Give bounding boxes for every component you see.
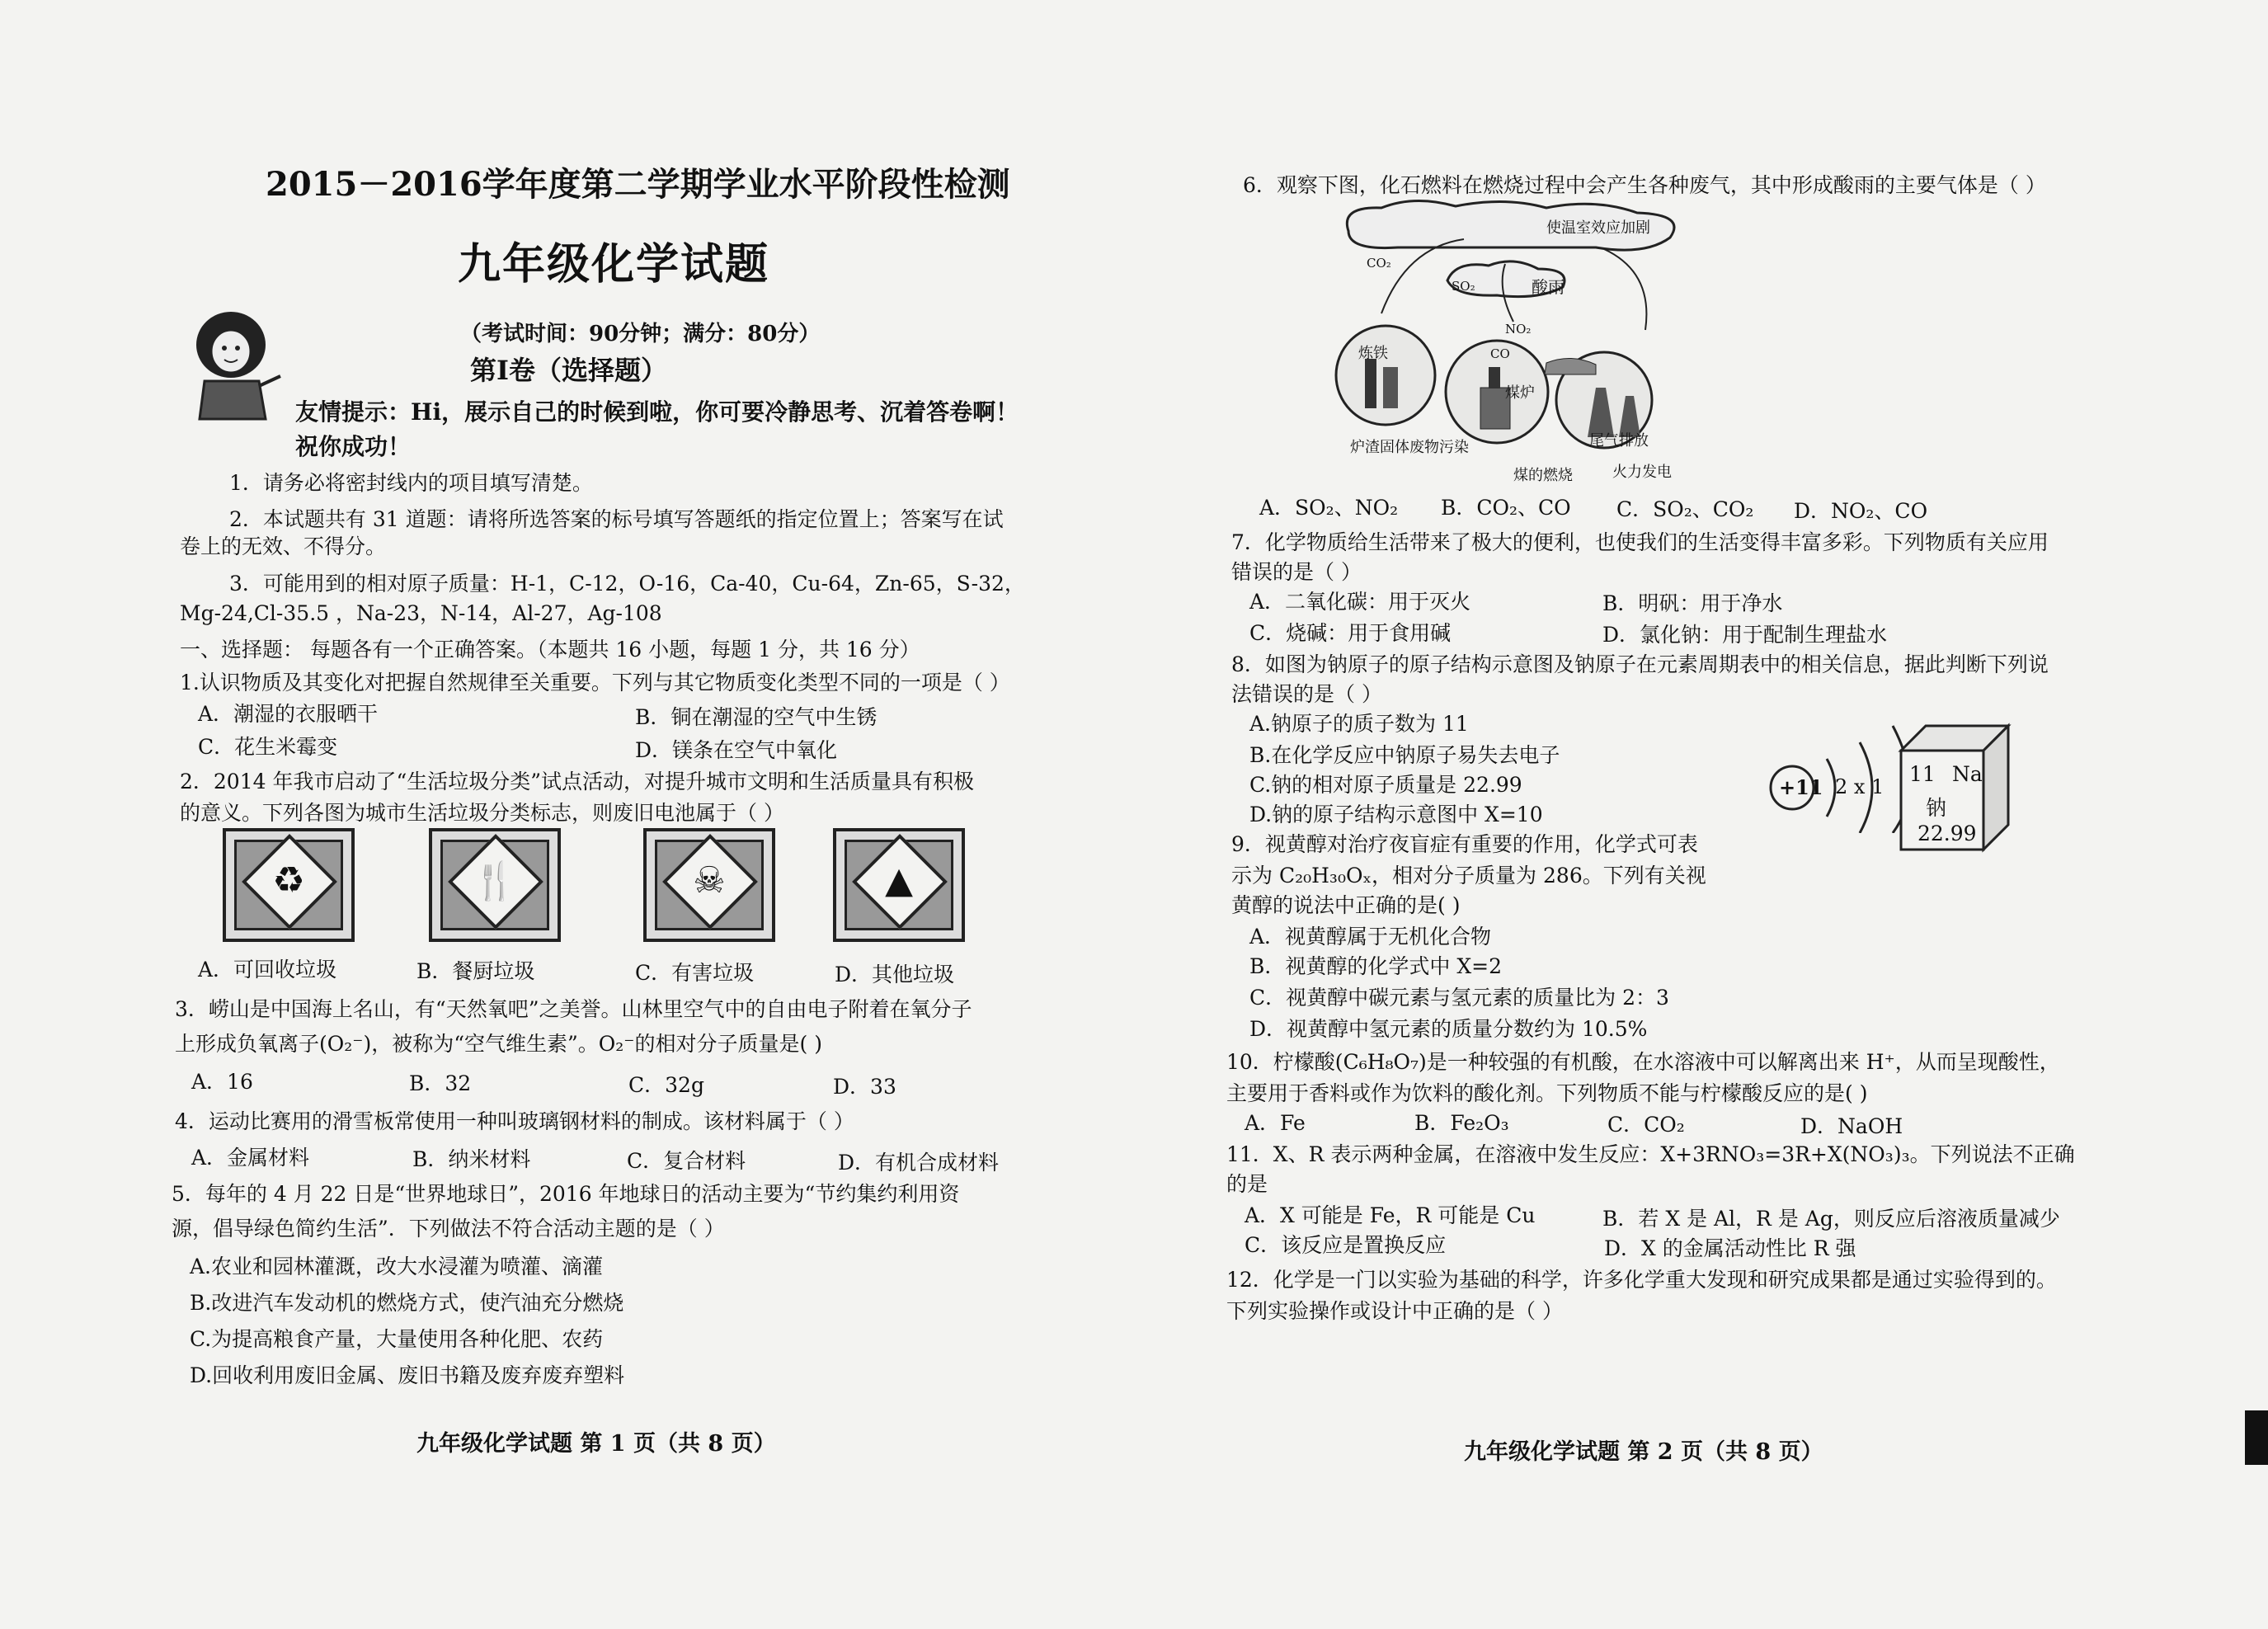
q7-option-c: C．烧碱：用于食用碱 [1249,621,1452,645]
coal-label: 煤的燃烧 [1513,467,1573,484]
q5-option-b: B.改进汽车发动机的燃烧方式，使汽油充分燃烧 [190,1291,624,1315]
q6-option-c: C．SO₂、CO₂ [1616,497,1754,521]
element-name: 钠 [1926,796,1947,820]
q11-option-a: A．X 可能是 Fe，R 可能是 Cu [1245,1203,1536,1227]
q9-option-c: C．视黄醇中碳元素与氢元素的质量比为 2：3 [1249,986,1669,1010]
q4-option-a: A．金属材料 [191,1146,310,1170]
no2-label: NO₂ [1505,322,1532,337]
q11-option-b: B．若 X 是 Al，R 是 Ag，则反应后溶液质量减少 [1602,1207,2060,1231]
atomic-mass: 22.99 [1917,822,1977,845]
q10-option-b: B．Fe₂O₃ [1414,1111,1509,1135]
q8-option-b: B.在化学反应中钠原子易失去电子 [1249,743,1560,767]
q2-option-d: D．其他垃圾 [835,963,955,986]
question-9c: 黄醇的说法中正确的是( ) [1231,893,1461,917]
question-11b: 的是 [1226,1172,1268,1196]
question-7b: 错误的是（ ） [1231,560,1362,584]
nucleus-label: +11 [1779,775,1823,799]
page-2 [1134,0,2268,1629]
acid-rain-label: 酸雨 [1532,277,1565,297]
question-2b: 的意义。下列各图为城市生活垃圾分类标志，则废旧电池属于（ ） [180,801,784,825]
question-5a: 5．每年的 4 月 22 日是“世界地球日”，2016 年地球日的活动主要为“节约集约利用资 [172,1182,960,1206]
q10-option-d: D．NaOH [1800,1114,1903,1138]
scan-mark [2245,1410,2268,1465]
question-11a: 11．X、R 表示两种金属，在溶液中发生反应：X+3RNO₃=3R+X(NO₃)₃。下列说法不正确 [1226,1142,2075,1166]
recycle-sign [223,828,355,942]
q9-option-d: D．视黄醇中氢元素的质量分数约为 10.5% [1249,1017,1648,1041]
question-9b: 示为 C₂₀H₃₀Oₓ，相对分子质量为 286。下列有关视 [1231,864,1706,887]
tip-line-1: 友情提示：Hi，展示自己的时候到啦，你可要冷静思考、沉着答卷啊！ [295,398,1019,426]
page-footer: 九年级化学试题 第 2 页（共 8 页） [1464,1439,1823,1465]
co2-label: CO₂ [1367,256,1391,271]
greenhouse-label: 使温室效应加剧 [1546,219,1650,237]
q2-option-a: A．可回收垃圾 [198,958,337,982]
question-4: 4．运动比赛用的滑雪板常使用一种叫玻璃钢材料的制成。该材料属于（ ） [175,1109,854,1133]
question-3b: 上形成负氧离子(O₂⁻)，被称为“空气维生素”。O₂⁻的相对分子质量是( ) [175,1032,822,1056]
q1-option-b: B．铜在潮湿的空气中生锈 [635,705,878,729]
q3-option-a: A．16 [191,1070,253,1094]
question-12a: 12．化学是一门以实验为基础的科学，许多化学重大发现和研究成果都是通过实验得到的。 [1226,1268,2057,1292]
q1-option-c: C．花生米霉变 [198,735,338,759]
q6-option-b: B．CO₂、CO [1441,496,1571,520]
question-12b: 下列实验操作或设计中正确的是（ ） [1226,1299,1563,1323]
note-3a: 3．可能用到的相对原子质量：H-1，C-12，O-16，Ca-40，Cu-64，Zn-65，S-32， [229,572,1025,596]
q6-option-d: D．NO₂、CO [1794,499,1928,523]
other-waste-icon: ▲ [885,859,913,902]
exam-title: 2015－2016学年度第二学期学业水平阶段性检测 [266,165,1010,204]
cartoon-girl-icon [180,307,285,422]
co-label: CO [1490,346,1510,361]
question-10a: 10．柠檬酸(C₆H₈O₇)是一种较强的有机酸，在水溶液中可以解离出来 H⁺，从而呈现酸性， [1226,1050,2060,1074]
q2-option-b: B．餐厨垃圾 [416,959,535,983]
q1-option-a: A．潮湿的衣服晒干 [198,702,379,726]
note-2b: 卷上的无效、不得分。 [180,534,387,558]
shell-electrons: 2 x 1 [1835,775,1885,798]
q6-option-a: A．SO₂、NO₂ [1259,496,1399,520]
atomic-number: 11 [1909,762,1936,786]
question-5b: 源，倡导绿色简约生活”．下列做法不符合活动主题的是（ ） [172,1217,725,1241]
q7-option-b: B．明矾：用于净水 [1602,591,1783,615]
question-8a: 8．如图为钠原子的原子结构示意图及钠原子在元素周期表中的相关信息，据此判断下列说 [1231,652,2049,676]
q9-option-a: A．视黄醇属于无机化合物 [1249,925,1492,949]
question-8b: 法错误的是（ ） [1231,682,1382,706]
q9-option-b: B．视黄醇的化学式中 X=2 [1249,954,1502,978]
page-footer: 九年级化学试题 第 1 页（共 8 页） [416,1431,776,1457]
question-9a: 9．视黄醇对治疗夜盲症有重要的作用，化学式可表 [1231,832,1698,856]
q4-option-d: D．有机合成材料 [838,1151,1000,1175]
question-2a: 2．2014 年我市启动了“生活垃圾分类”试点活动，对提升城市文明和生活质量具有积极 [180,770,975,793]
q10-option-c: C．CO₂ [1607,1113,1685,1137]
q5-option-c: C.为提高粮食产量，大量使用各种化肥、农药 [190,1327,604,1351]
slag-label: 炉渣固体废物污染 [1350,439,1469,456]
q7-option-a: A．二氧化碳：用于灭火 [1249,590,1471,614]
exhaust-label: 尾气排放 [1589,432,1649,450]
recycle-icon: ♻ [272,859,305,902]
so2-label: SO₂ [1452,279,1475,294]
power-label: 火力发电 [1612,464,1672,481]
question-1: 1.认识物质及其变化对把握自然规律至关重要。下列与其它物质变化类型不同的一项是（ ） [180,671,1010,694]
question-3a: 3．崂山是中国海上名山，有“天然氧吧”之美誉。山林里空气中的自由电子附着在氧分子 [175,997,972,1021]
q11-option-c: C．该反应是置换反应 [1245,1233,1447,1257]
other-waste-sign [833,828,965,942]
q2-option-c: C．有害垃圾 [635,961,755,985]
question-6: 6．观察下图，化石燃料在燃烧过程中会产生各种废气，其中形成酸雨的主要气体是（ ） [1243,173,2046,197]
section-heading: 一、选择题： 每题各有一个正确答案。（本题共 16 小题，每题 1 分，共 16 分） [180,638,920,661]
question-7a: 7．化学物质给生活带来了极大的便利，也使我们的生活变得丰富多彩。下列物质有关应用 [1231,530,2049,554]
q8-option-d: D.钠的原子结构示意图中 X=10 [1249,803,1543,826]
note-1: 1．请务必将密封线内的项目填写清楚。 [229,471,593,495]
q5-option-a: A.农业和园林灌溉，改大水浸灌为喷灌、滴灌 [190,1255,604,1278]
q4-option-c: C．复合材料 [627,1149,746,1173]
element-symbol: Na [1952,762,1983,786]
q3-option-c: C．32g [628,1073,704,1097]
smelting-label: 炼铁 [1358,345,1388,362]
part-heading: 第Ⅰ卷（选择题） [470,355,667,386]
hazardous-icon: ☠ [693,859,726,902]
stove-label: 煤炉 [1505,384,1535,402]
kitchen-waste-icon: 🍴 [472,860,518,902]
hazardous-sign [643,828,775,942]
q8-option-a: A.钠原子的质子数为 11 [1249,712,1469,736]
q8-option-c: C.钠的相对原子质量是 22.99 [1249,773,1522,797]
q7-option-d: D．氯化钠：用于配制生理盐水 [1602,623,1888,647]
exam-info: （考试时间：90分钟；满分：80分） [460,322,821,346]
q3-option-d: D．33 [833,1075,896,1099]
note-2a: 2．本试题共有 31 道题：请将所选答案的标号填写答题纸的指定位置上；答案写在试 [229,507,1004,531]
subject-title: 九年级化学试题 [458,239,770,290]
q11-option-d: D．X 的金属活动性比 R 强 [1604,1236,1856,1260]
note-3b: Mg-24,Cl-35.5 ，Na-23，N-14，Al-27，Ag-108 [180,601,662,625]
tip-line-2: 祝你成功！ [295,433,412,460]
q10-option-a: A．Fe [1245,1111,1306,1135]
q1-option-d: D．镁条在空气中氧化 [635,738,838,762]
q5-option-d: D.回收利用废旧金属、废旧书籍及废弃废弃塑料 [190,1363,625,1387]
q3-option-b: B．32 [409,1071,472,1095]
q4-option-b: B．纳米材料 [412,1147,531,1171]
kitchen-waste-sign [429,828,561,942]
question-10b: 主要用于香料或作为饮料的酸化剂。下列物质不能与柠檬酸反应的是( ) [1226,1081,1868,1105]
